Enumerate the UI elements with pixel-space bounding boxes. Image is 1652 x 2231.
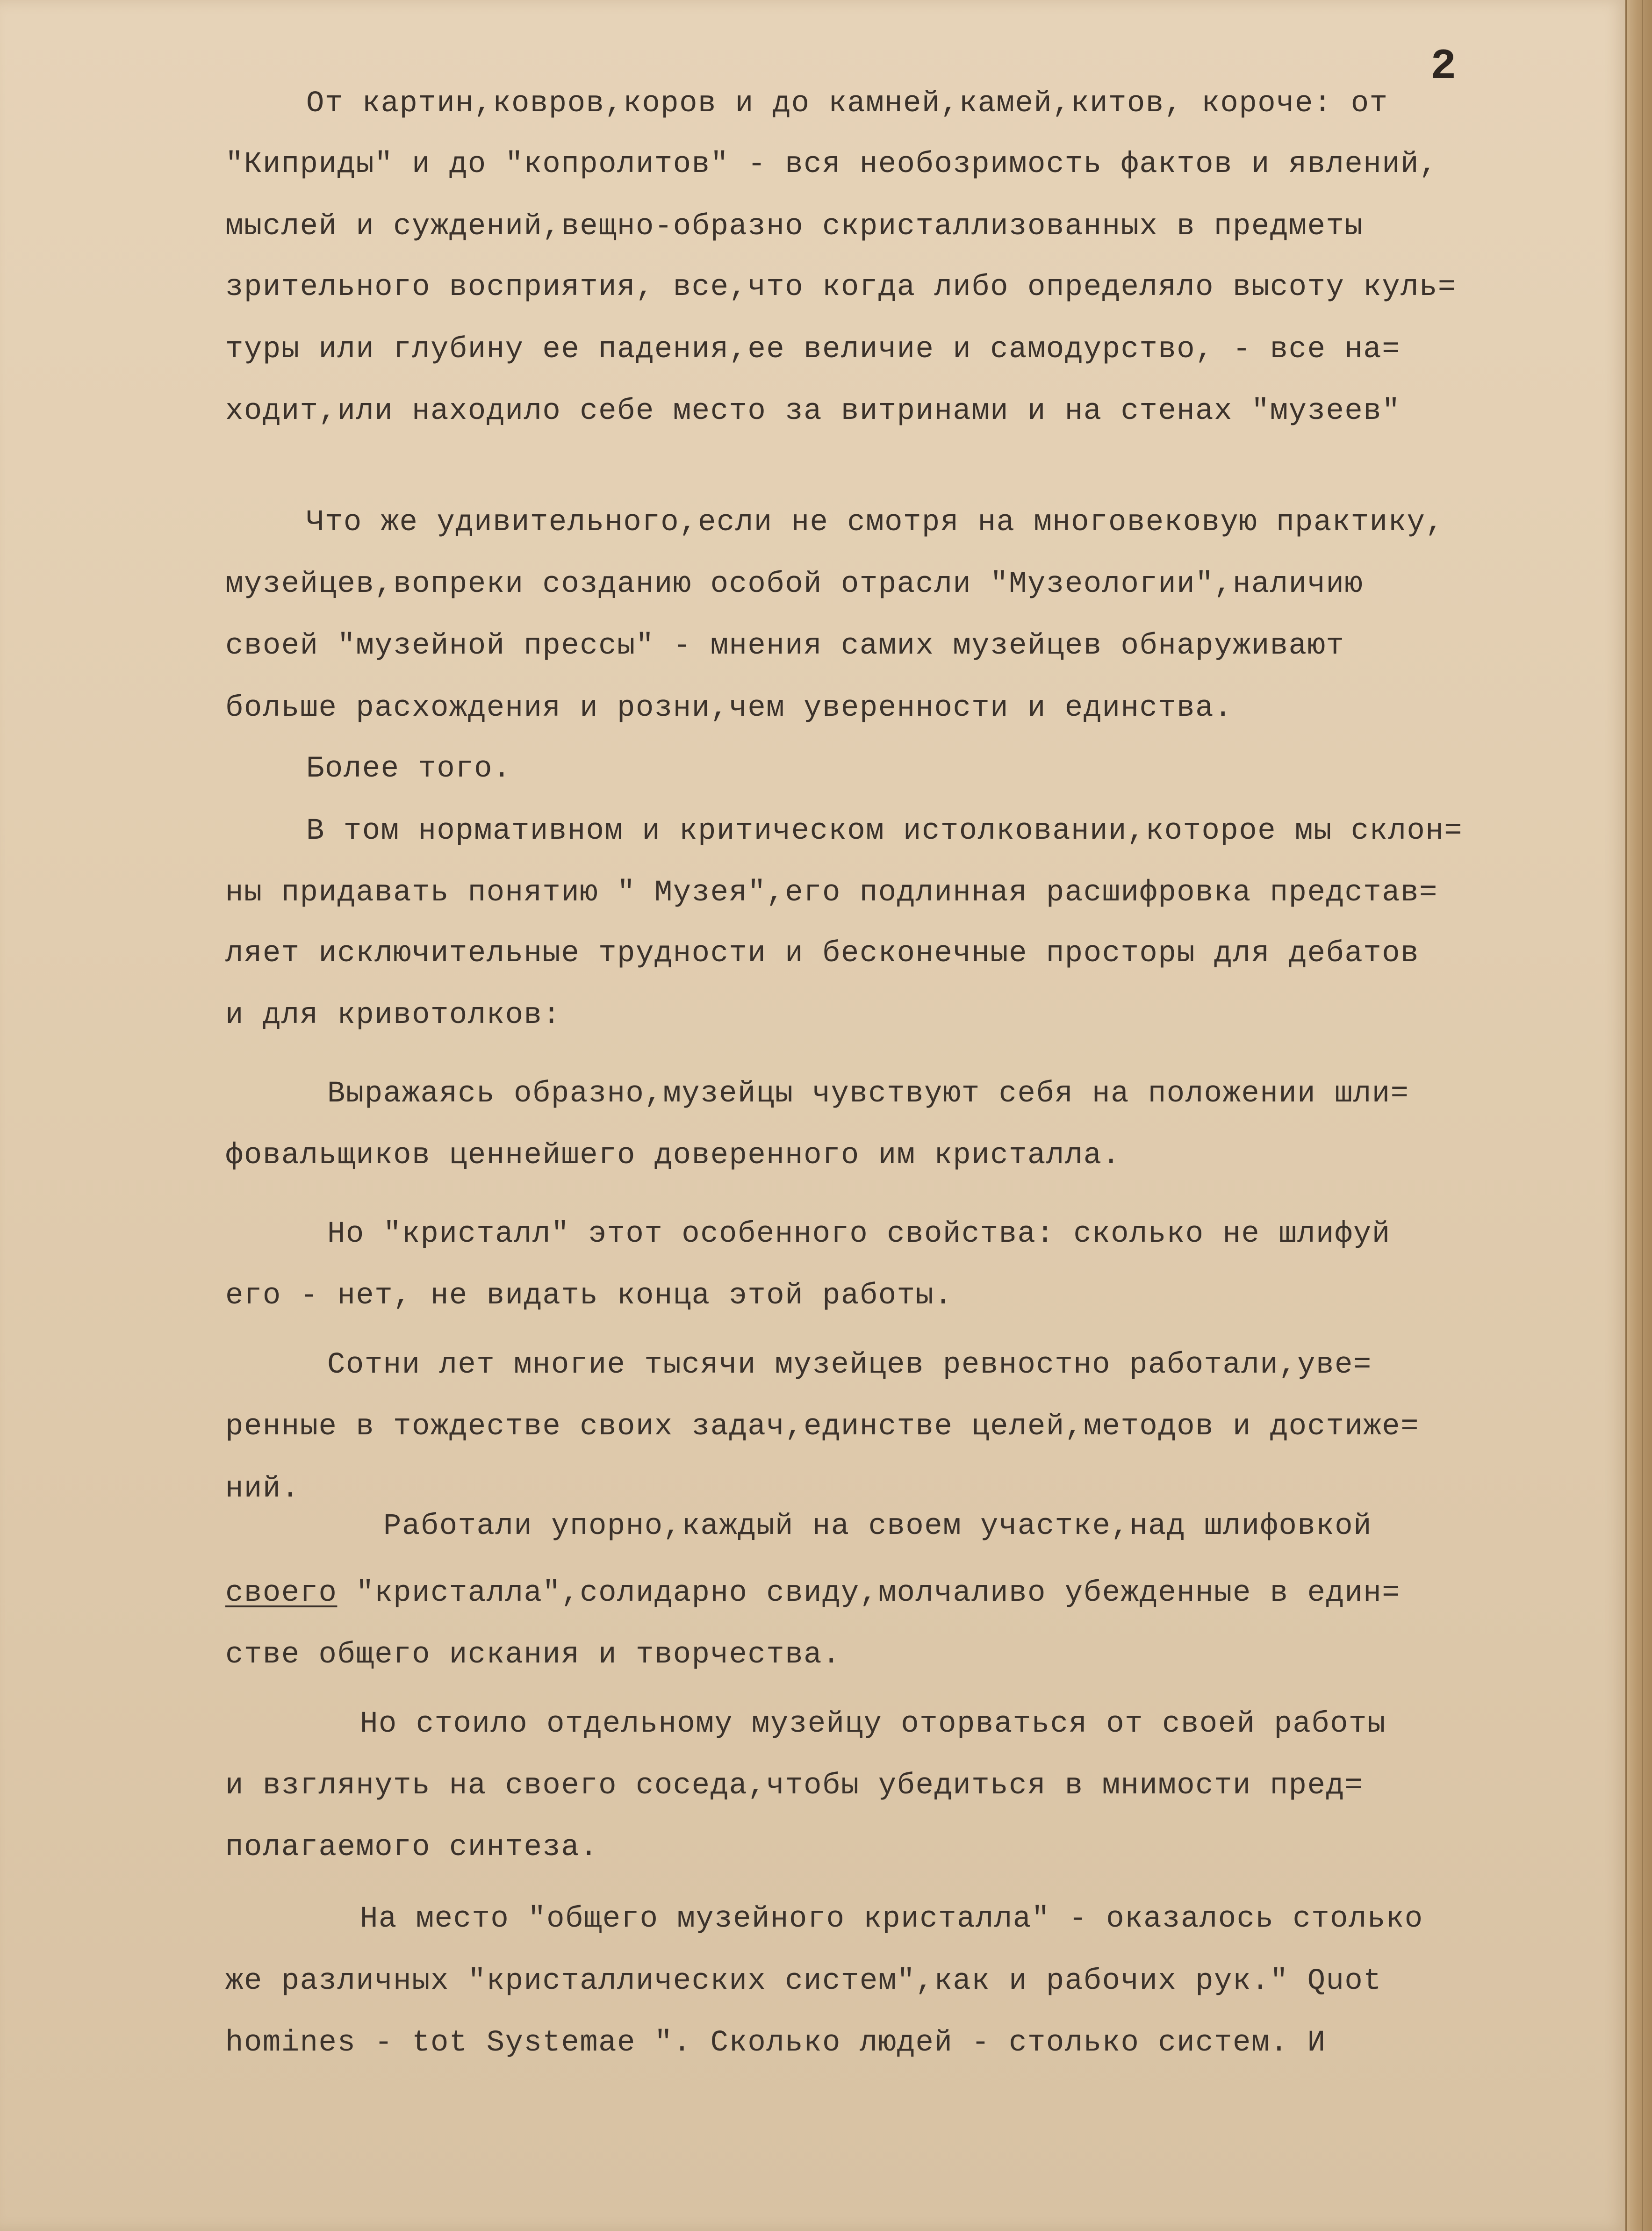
text-line: и для кривотолков: xyxy=(225,999,561,1032)
text-line: же различных "кристаллических систем",как и рабочих рук." Quot xyxy=(225,1965,1382,1998)
text-line: Более того. xyxy=(306,752,511,786)
text-line: больше расхождения и розни,чем уверенности и единства. xyxy=(225,691,1233,725)
text-line: В том нормативном и критическом истолковании,которое мы склон= xyxy=(306,814,1463,848)
text-line xyxy=(225,1575,1401,1612)
binding-edge xyxy=(1625,0,1652,2231)
text-line: ний. xyxy=(225,1472,300,1506)
text-line: туры или глубину ее падения,ее величие и самодурство, - все на= xyxy=(225,333,1401,367)
page-number: 2 xyxy=(1430,42,1457,91)
text-line: ренные в тождестве своих задач,единстве целей,методов и достиже= xyxy=(225,1410,1419,1444)
text-line: "Киприды" и до "копролитов" - вся необозримость фактов и явлений, xyxy=(225,148,1438,181)
text-line: Выражаясь образно,музейцы чувствуют себя на положении шли= xyxy=(327,1077,1409,1111)
text-line: ны придавать понятию " Музея",его подлинная расшифровка представ= xyxy=(225,876,1438,910)
text-line: фовальщиков ценнейшего доверенного им кристалла. xyxy=(225,1139,1121,1173)
text-line: Работали упорно,каждый на своем участке,над шлифовкой xyxy=(383,1510,1372,1543)
text-line: homines - tot Systemae ". Сколько людей - столько систем. И xyxy=(225,2026,1326,2060)
text-line: Но "кристалл" этот особенного свойства: сколько не шлифуй xyxy=(327,1217,1391,1251)
text-line: зрительного восприятия, все,что когда либо определяло высоту куль= xyxy=(225,271,1457,304)
text-line: Но стоило отдельному музейцу оторваться от своей работы xyxy=(360,1707,1386,1741)
text-line: От картин,ковров,коров и до камней,камей,китов, короче: от xyxy=(306,87,1388,121)
text-line: ходит,или находило себе место за витринами и на стенах "музеев" xyxy=(225,395,1401,428)
text-line: его - нет, не видать конца этой работы. xyxy=(225,1279,953,1313)
text-line: ляет исключительные трудности и бесконечные просторы для дебатов xyxy=(225,937,1419,971)
text-line: музейцев,вопреки созданию особой отрасли "Музеологии",наличию xyxy=(225,568,1364,601)
text-line: своей "музейной прессы" - мнения самих музейцев обнаруживают xyxy=(225,629,1345,663)
text-line: полагаемого синтеза. xyxy=(225,1831,599,1864)
text-line: стве общего искания и творчества. xyxy=(225,1638,841,1672)
text-line: мыслей и суждений,вещно-образно скристаллизованных в предметы xyxy=(225,210,1364,244)
text-line-rest: "кристалла",солидарно свиду,молчаливо убежденные в един= xyxy=(356,1576,1401,1610)
text-line: На место "общего музейного кристалла" - оказалось столько xyxy=(360,1902,1423,1936)
text-line: Сотни лет многие тысячи музейцев ревностно работали,уве= xyxy=(327,1348,1372,1382)
text-line: и взглянуть на своего соседа,чтобы убедиться в мнимости пред= xyxy=(225,1769,1364,1803)
binding-edge-line xyxy=(1642,0,1643,2231)
underlined-word: своего xyxy=(225,1576,338,1610)
text-line: Что же удивительного,если не смотря на многовековую практику, xyxy=(306,506,1444,540)
